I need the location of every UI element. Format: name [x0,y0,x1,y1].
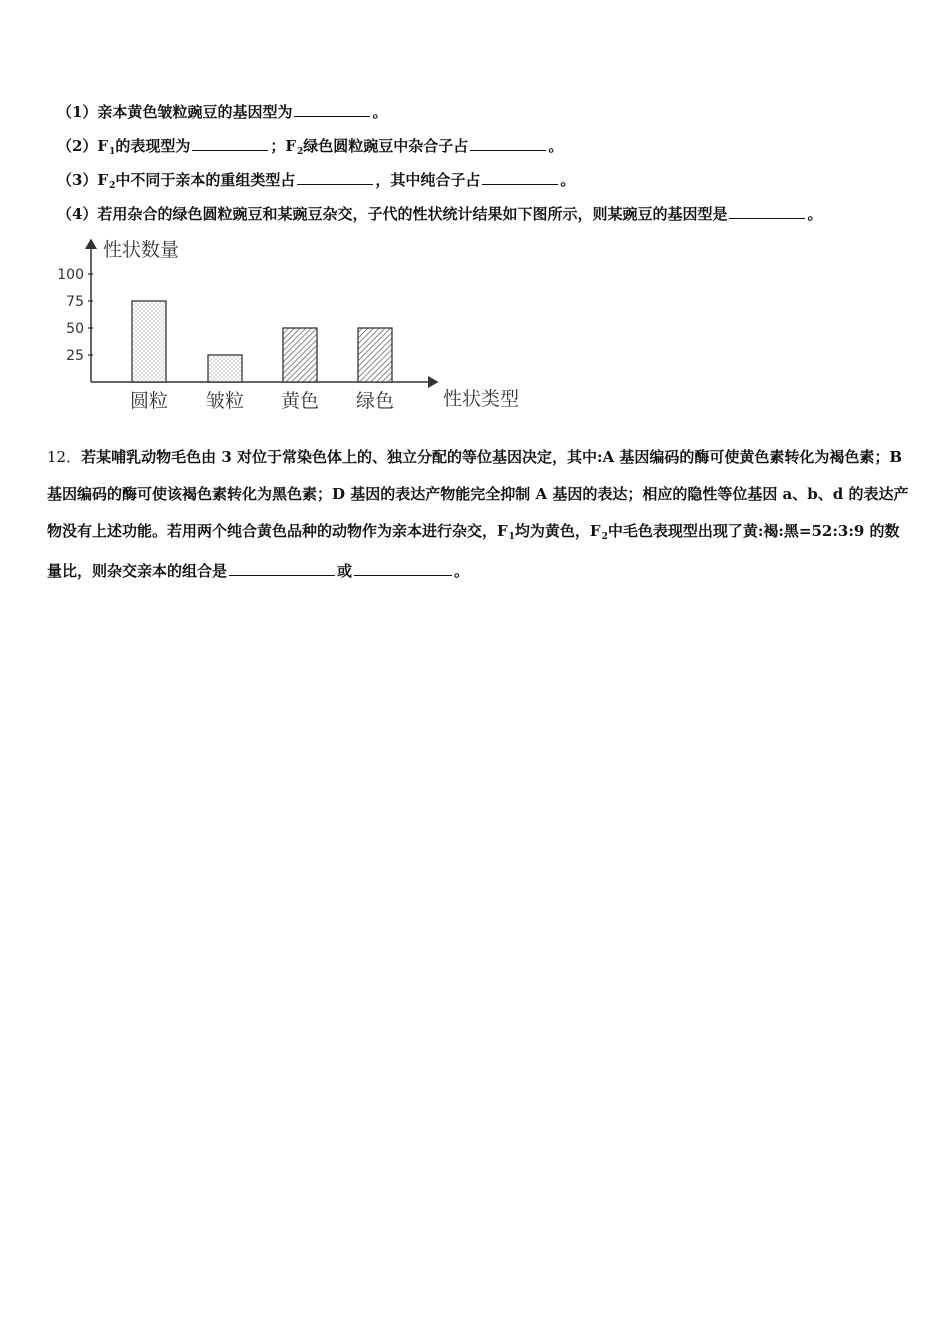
q11-p2-text-d: 绿色圆粒豌豆中杂合子占 [303,137,469,155]
bar [132,301,166,382]
q11-p3-text-b: 中不同于亲本的重组类型占 [115,171,296,189]
q11-p3-text-d: 。 [560,171,576,189]
subscript: 2 [297,147,304,157]
q11-p4-suffix: 。 [807,205,823,223]
x-category-label: 皱粒 [205,390,245,412]
subscript: 1 [109,147,116,157]
y-axis-label: 性状数量 [103,239,180,261]
q11-p3-text-a: （3）F [57,171,109,189]
y-tick-label: 25 [66,348,84,364]
x-category-label: 黄色 [280,390,320,412]
q11-p2-text-a: （2）F [57,137,109,155]
q12-text-4: 或 [337,562,353,580]
y-tick-label: 100 [57,267,84,283]
q11-p1-text: （1）亲本黄色皱粒豌豆的基因型为 [57,103,293,121]
y-tick-label: 75 [66,294,84,310]
x-category-labels [130,390,394,412]
question-12 [47,439,909,590]
q12-text-5: 。 [454,562,470,580]
question-11-part-4 [57,204,822,224]
y-ticks [57,267,93,364]
question-11-part-2 [57,136,563,159]
subscript: 2 [109,181,116,191]
bar [358,328,392,382]
q11-p1-suffix: 。 [372,103,388,121]
bars [132,301,392,382]
q11-p2-text-e: 。 [548,137,564,155]
answer-blank[interactable] [354,561,452,576]
bar [283,328,317,382]
answer-blank[interactable] [294,102,370,117]
answer-blank[interactable] [297,170,373,185]
q11-p2-text-c: ；F [270,137,297,155]
q12-text-1: 若某哺乳动物毛色由 3 对位于常染色体上的、独立分配的等位基因决定，其中:A 基因编码的酶可使黄色素转化为褐色素；B 基因编码的酶可使该褐色素转化为黑色素；D 基因的表达产物能完全抑制 A 基因的表达；相应的隐性等位基因 a、b、d 的表达产物没有上述功能。若用两个纯合黄色品种的动物作为亲本进行杂交，F [47,448,909,540]
bar [208,355,242,382]
trait-bar-chart [45,232,545,417]
q12-text-2: 均为黄色，F [514,522,601,540]
q11-p3-text-c: ，其中纯合子占 [375,171,481,189]
question-number: 12． [47,448,82,466]
x-axis-label: 性状类型 [443,388,520,410]
question-11-part-1 [57,102,387,122]
answer-blank[interactable] [229,561,335,576]
q11-p2-text-b: 的表现型为 [115,137,191,155]
x-category-label: 圆粒 [129,390,169,412]
x-category-label: 绿色 [355,390,395,412]
answer-blank[interactable] [729,204,805,219]
q11-p4-text: （4）若用杂合的绿色圆粒豌豆和某豌豆杂交，子代的性状统计结果如下图所示，则某豌豆的基因型是 [57,205,728,223]
subscript: 2 [601,532,608,542]
answer-blank[interactable] [192,136,268,151]
y-tick-label: 50 [66,321,84,337]
question-11-part-3 [57,170,575,193]
answer-blank[interactable] [470,136,546,151]
subscript: 1 [508,532,515,542]
answer-blank[interactable] [482,170,558,185]
q12-text-3: 中毛色表现型出现了黄:褐:黑=52:3:9 的数量比，则杂交亲本的组合是 [47,522,900,580]
